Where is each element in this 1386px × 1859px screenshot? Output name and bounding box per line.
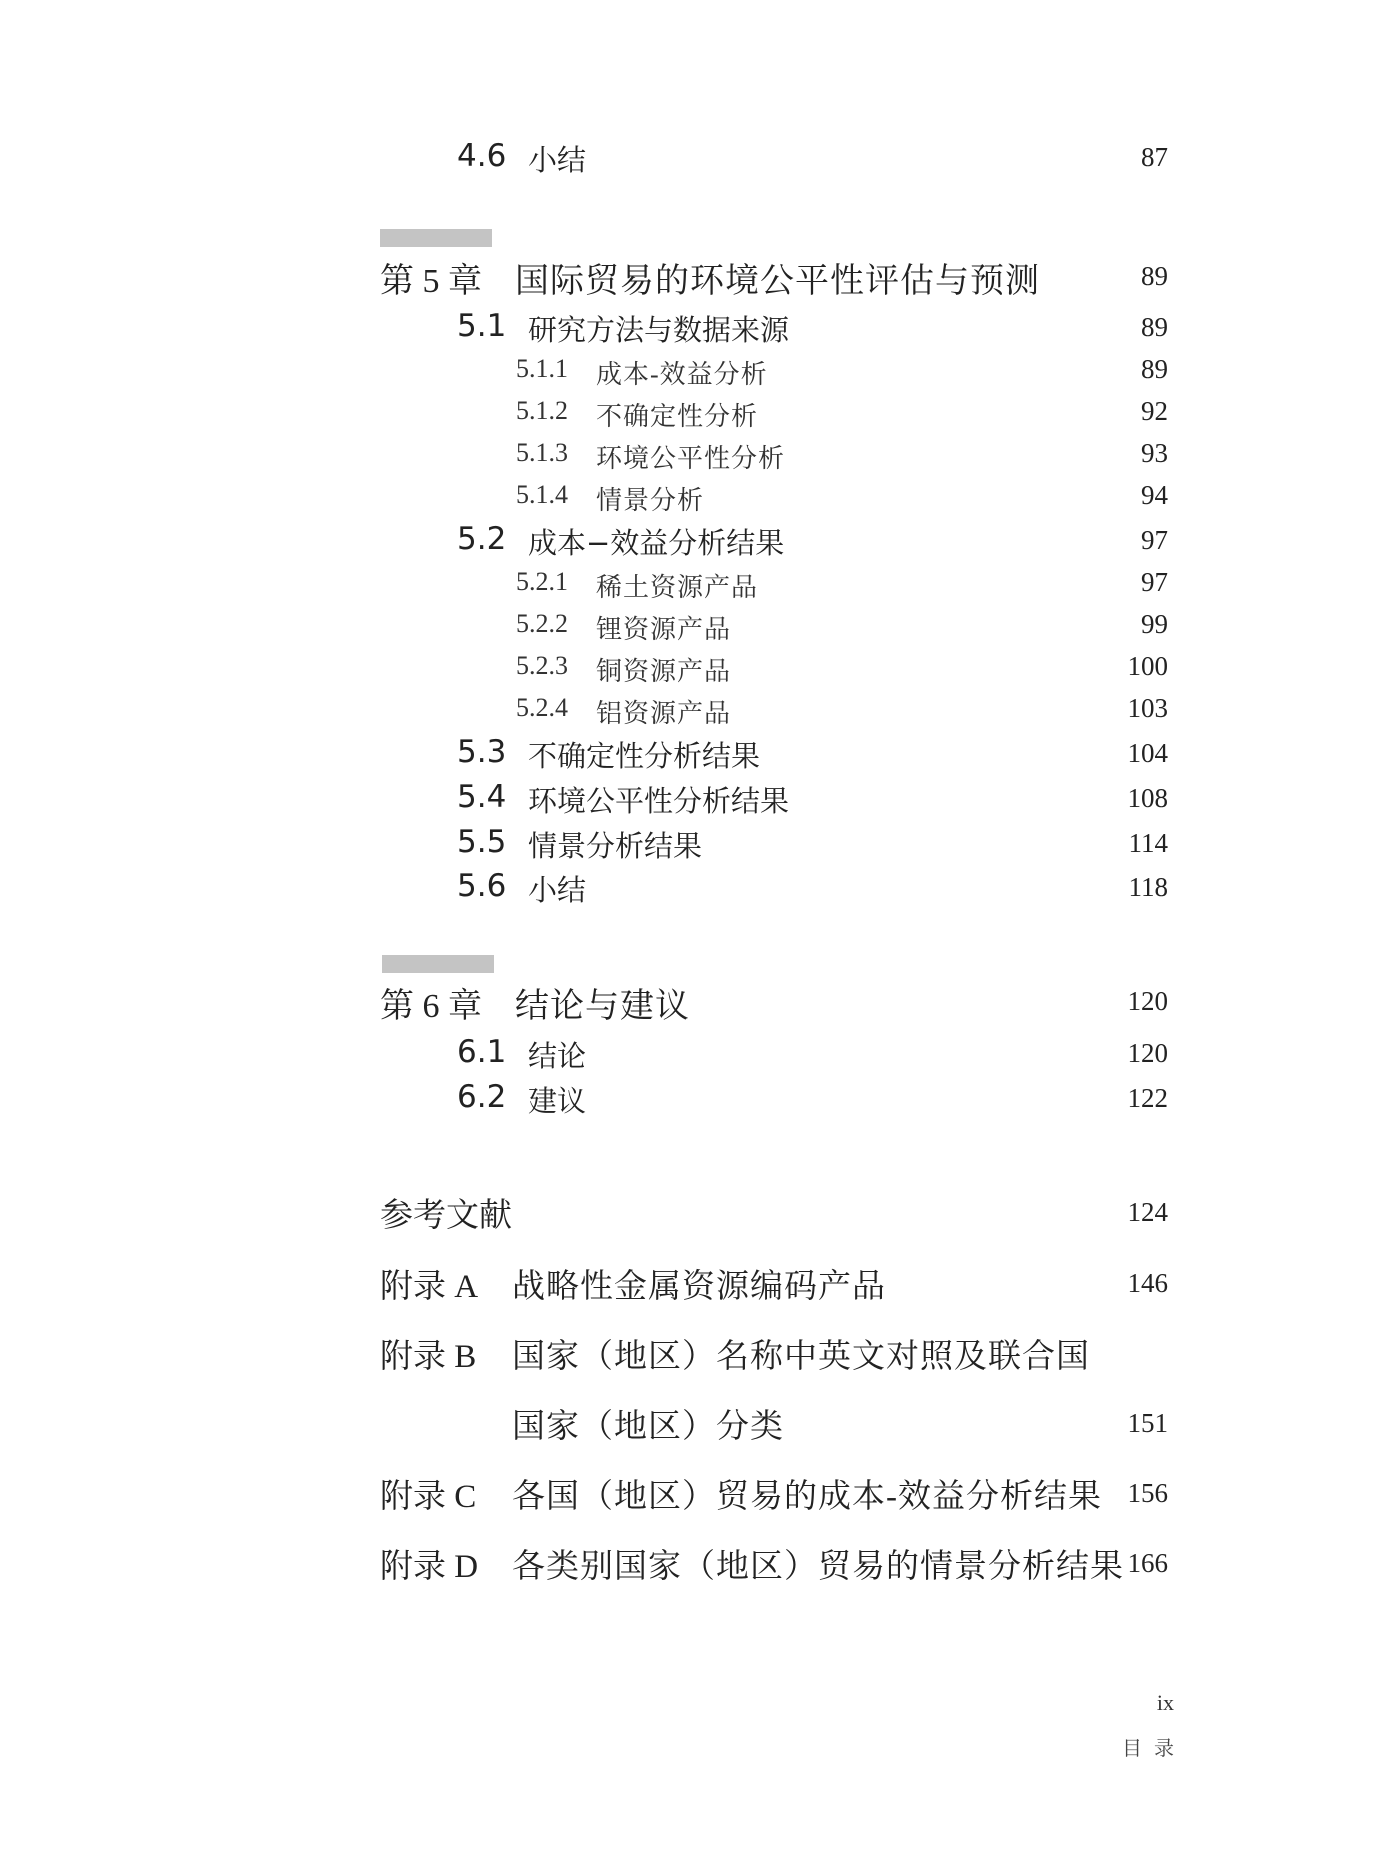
- subsection-title: 铝资源产品: [596, 699, 732, 728]
- page-number: 103: [1127, 693, 1168, 723]
- subsection-number: 5.1.3: [516, 438, 568, 467]
- section-title: 结论: [528, 1039, 587, 1073]
- section-number: 5.4: [457, 779, 507, 815]
- subsection-title: 不确定性分析: [596, 402, 759, 431]
- subsection-number: 5.2.2: [516, 609, 568, 638]
- page-number: 89: [1141, 354, 1168, 384]
- section-title: 建议: [528, 1084, 587, 1118]
- appendix-label: 附录 C: [380, 1479, 477, 1515]
- page-number: 89: [1141, 312, 1168, 342]
- section-title: 环境公平性分析结果: [528, 784, 790, 818]
- page-number: 97: [1141, 525, 1168, 555]
- page-number: 87: [1141, 142, 1168, 172]
- section-number: 5.2: [457, 521, 507, 557]
- subsection-title: 锂资源产品: [596, 615, 732, 644]
- section-title: 小结: [528, 143, 587, 177]
- section-title: 不确定性分析结果: [528, 739, 761, 773]
- page-number: 118: [1128, 872, 1168, 902]
- chapter-title: 国际贸易的环境公平性评估与预测: [515, 263, 1040, 300]
- chapter-title: 结论与建议: [515, 988, 690, 1025]
- chapter-marker-bar: [380, 229, 492, 247]
- appendix-title: 各国（地区）贸易的成本-效益分析结果: [512, 1479, 1102, 1515]
- subsection-number: 5.2.4: [516, 693, 568, 722]
- chapter-marker-bar: [382, 955, 494, 973]
- page-number: 124: [1127, 1197, 1168, 1227]
- page-number: 120: [1127, 986, 1168, 1016]
- page-number: 97: [1141, 567, 1168, 597]
- chapter-label: 第 5 章: [380, 263, 482, 300]
- subsection-number: 5.1.1: [516, 354, 568, 383]
- page-number: 94: [1141, 480, 1168, 510]
- page-number: 151: [1127, 1408, 1168, 1438]
- page-number: 120: [1127, 1038, 1168, 1068]
- chapter-label: 第 6 章: [380, 988, 482, 1025]
- page-number: 122: [1127, 1083, 1168, 1113]
- subsection-title: 稀土资源产品: [596, 573, 759, 602]
- appendix-title: 国家（地区）名称中英文对照及联合国: [512, 1339, 1090, 1375]
- section-number: 5.3: [457, 734, 507, 770]
- page-number: 99: [1141, 609, 1168, 639]
- appendix-label: 附录 B: [380, 1339, 477, 1375]
- subsection-title: 环境公平性分析: [596, 444, 786, 473]
- page-number: 108: [1127, 783, 1168, 813]
- page-number: 114: [1128, 828, 1168, 858]
- subsection-title: 成本-效益分析: [596, 360, 768, 389]
- subsection-number: 5.2.1: [516, 567, 568, 596]
- subsection-number: 5.2.3: [516, 651, 568, 680]
- page-number: 156: [1127, 1478, 1168, 1508]
- section-number: 5.5: [457, 824, 507, 860]
- folio-page-number: ix: [1156, 1690, 1174, 1715]
- page-number: 166: [1127, 1548, 1168, 1578]
- subsection-title: 情景分析: [596, 486, 705, 515]
- page-number: 92: [1141, 396, 1168, 426]
- page-number: 104: [1127, 738, 1168, 768]
- running-head: 目录: [1122, 1738, 1186, 1760]
- section-title: 小结: [528, 873, 587, 907]
- appendix-title-continued: 国家（地区）分类: [512, 1409, 784, 1445]
- section-title: 情景分析结果: [528, 829, 703, 863]
- references-label: 参考文献: [380, 1198, 512, 1234]
- appendix-label: 附录 A: [380, 1269, 479, 1305]
- section-number: 6.1: [457, 1034, 507, 1070]
- section-title: 成本−效益分析结果: [528, 526, 785, 560]
- section-number: 4.6: [457, 138, 507, 174]
- appendix-label: 附录 D: [380, 1549, 479, 1585]
- subsection-title: 铜资源产品: [596, 657, 732, 686]
- page-number: 100: [1127, 651, 1168, 681]
- subsection-number: 5.1.4: [516, 480, 568, 509]
- page-number: 93: [1141, 438, 1168, 468]
- subsection-number: 5.1.2: [516, 396, 568, 425]
- page-number: 146: [1127, 1268, 1168, 1298]
- section-title: 研究方法与数据来源: [528, 313, 790, 347]
- section-number: 5.1: [457, 308, 507, 344]
- page-number: 89: [1141, 261, 1168, 291]
- section-number: 5.6: [457, 868, 507, 904]
- section-number: 6.2: [457, 1079, 507, 1115]
- appendix-title: 各类别国家（地区）贸易的情景分析结果: [512, 1549, 1124, 1585]
- appendix-title: 战略性金属资源编码产品: [512, 1269, 886, 1305]
